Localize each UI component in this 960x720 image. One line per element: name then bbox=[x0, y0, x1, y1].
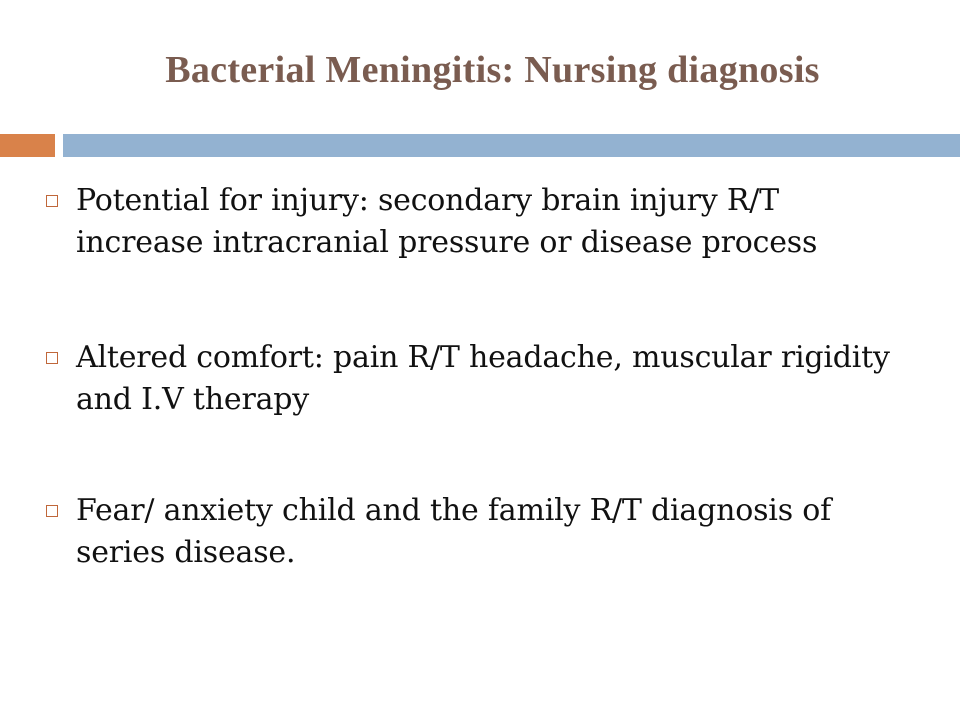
square-bullet-icon bbox=[46, 505, 58, 517]
title-accent-bar-orange bbox=[0, 134, 55, 157]
square-bullet-icon bbox=[46, 352, 58, 364]
bullet-text: Potential for injury: secondary brain injury R/T increase intracranial pressure or disease process bbox=[76, 183, 818, 260]
square-bullet-icon bbox=[46, 195, 58, 207]
bullet-item bbox=[46, 180, 906, 264]
title-accent-bar-blue bbox=[63, 134, 960, 157]
slide-title: Bacterial Meningitis: Nursing diagnosis bbox=[165, 49, 820, 91]
bullet-text: Altered comfort: pain R/T headache, muscular rigidity and I.V therapy bbox=[76, 340, 890, 417]
bullet-item bbox=[46, 337, 906, 421]
bullet-text: Fear/ anxiety child and the family R/T diagnosis of series disease. bbox=[76, 493, 831, 570]
bullet-item bbox=[46, 490, 906, 574]
